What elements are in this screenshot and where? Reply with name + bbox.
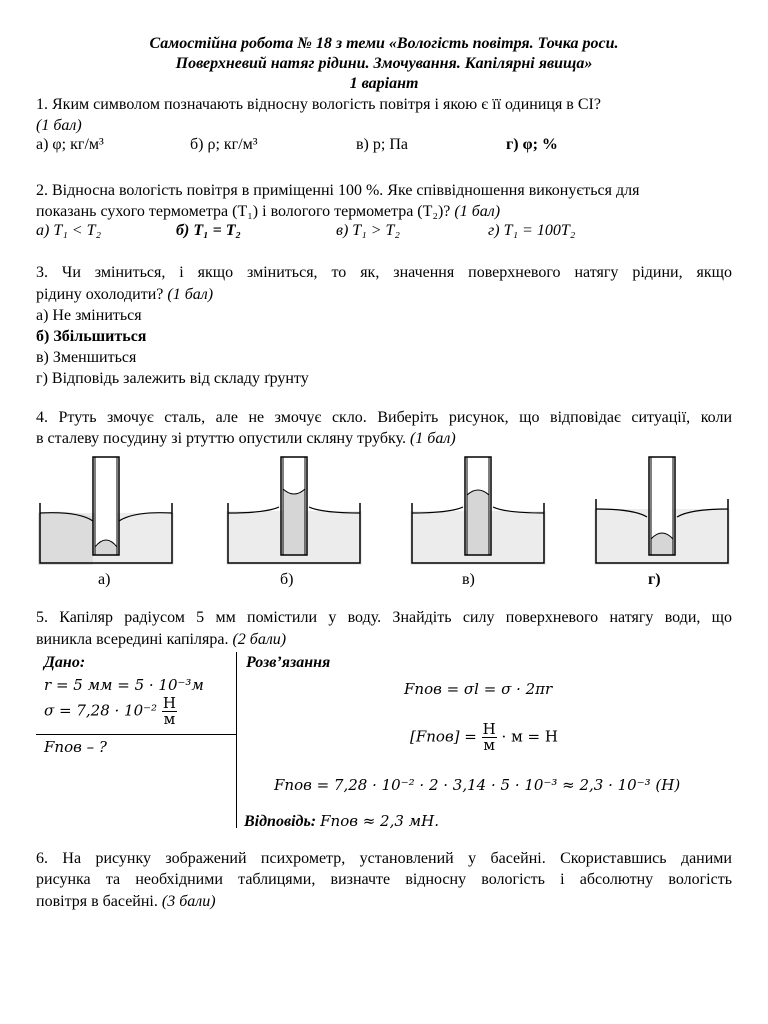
- q6-text-2: рисунка та необхідними таблицями, визначте відносну вологість і абсолютну вологість: [36, 871, 732, 888]
- question-6: [36, 848, 732, 912]
- find-force: Fпов – ?: [44, 737, 107, 756]
- unit-numerator: Н: [162, 693, 176, 712]
- q5-solution-block: [36, 652, 732, 848]
- q1-option-d-correct: г) φ; %: [506, 136, 558, 153]
- q4-figure-labels: [36, 571, 732, 593]
- q4-label-a: а): [98, 571, 111, 588]
- answer-line: [244, 812, 439, 831]
- q2-option-b-correct: б) T₁ = T₂: [176, 222, 242, 239]
- given-sigma: [44, 693, 177, 728]
- q4-figure-a: [38, 455, 174, 565]
- q5-text-2: виникла всередині капіляра.: [36, 630, 229, 648]
- q2-text-2: показань сухого термометра (T₁) і вологого термометра (T₂)?: [36, 203, 451, 220]
- given-sigma-value: σ = 7,28 · 10⁻²: [44, 701, 158, 719]
- q4-label-g-correct: г): [648, 571, 661, 588]
- q2-options: [36, 222, 732, 244]
- formula-unit-denominator: м: [483, 735, 496, 754]
- q3-text-1: 3. Чи зміниться, і якщо зміниться, то як, значення поверхневого натягу рідини, якщо: [36, 264, 732, 281]
- given-divider-horizontal: [36, 734, 236, 735]
- given-label: Дано:: [44, 653, 86, 671]
- q4-label-b: б): [280, 571, 294, 588]
- q4-label-v: в): [462, 571, 475, 588]
- q3-text-2: рідину охолодити?: [36, 285, 164, 303]
- q2-option-a: а) T₁ < T₂: [36, 222, 102, 239]
- q3-option-b-correct: б) Збільшиться: [36, 327, 147, 345]
- formula-units-fraction: [482, 719, 497, 754]
- q4-text-2: в сталеву посудину зі ртуттю опустили скляну трубку.: [36, 430, 406, 447]
- q6-text-1: 6. На рисунку зображений психрометр, установлений у басейні. Скориставшись даними: [36, 849, 732, 867]
- header-line-1: Самостійна робота № 18 з теми «Вологість повітря. Точка роси.: [149, 35, 619, 52]
- given-radius: r = 5 мм = 5 · 10⁻³м: [44, 675, 204, 694]
- tube-liquid: [467, 490, 489, 555]
- question-1: [36, 94, 732, 158]
- header-variant: 1 варіант: [349, 75, 419, 92]
- q4-figure-v: [410, 455, 546, 565]
- q1-points: (1 бал): [36, 117, 82, 134]
- solution-label: Розв’язання: [246, 653, 331, 671]
- worksheet-page: [36, 34, 732, 912]
- question-5: [36, 607, 732, 848]
- q5-points: (2 бали): [232, 630, 287, 648]
- q4-points: (1 бал): [409, 430, 456, 447]
- q3-option-a: а) Не зміниться: [36, 306, 142, 324]
- q3-points: (1 бал): [167, 285, 214, 303]
- answer-label: Відповідь:: [244, 812, 317, 830]
- q4-figure-g: [594, 455, 730, 565]
- q1-option-c: в) p; Па: [356, 136, 408, 153]
- question-4: [36, 407, 732, 594]
- q2-points: (1 бал): [454, 203, 501, 220]
- question-2: [36, 180, 732, 244]
- question-3: [36, 262, 732, 389]
- q2-option-d: г) T₁ = 100T₂: [488, 222, 576, 239]
- formula-unit-numerator: Н: [482, 719, 496, 738]
- formula-surface-tension: Fпов = σl = σ · 2πr: [404, 679, 553, 698]
- header-line-2: Поверхневий натяг рідини. Змочування. Капілярні явища»: [175, 55, 593, 72]
- given-divider-vertical: [236, 652, 237, 828]
- q1-text: 1. Яким символом позначають відносну вологість повітря і якою є її одиниця в СІ?: [36, 96, 601, 113]
- liquid-shade: [38, 512, 93, 565]
- q4-text-1: 4. Ртуть змочує сталь, але не змочує скло. Виберіть рисунок, що відповідає ситуації, коли: [36, 408, 732, 426]
- q1-option-a: а) φ; кг/м³: [36, 136, 104, 153]
- q3-option-d: г) Відповідь залежить від складу ґрунту: [36, 369, 309, 387]
- formula-units: [410, 719, 558, 754]
- q4-figures: [36, 455, 732, 571]
- q3-option-c: в) Зменшиться: [36, 348, 137, 366]
- q2-text-1: 2. Відносна вологість повітря в приміщенні 100 %. Яке співвідношення виконується для: [36, 182, 640, 199]
- q5-text-1: 5. Капіляр радіусом 5 мм помістили у воду. Знайдіть силу поверхневого натягу води, що: [36, 609, 732, 626]
- q6-text-3: повітря в басейні.: [36, 892, 158, 910]
- worksheet-header: [36, 34, 732, 94]
- formula-units-left: [Fпов] =: [410, 727, 477, 745]
- q2-option-c: в) T₁ > T₂: [336, 222, 400, 239]
- q1-options: [36, 136, 732, 158]
- tube-liquid: [283, 489, 305, 555]
- answer-value: Fпов ≈ 2,3 мН.: [320, 811, 439, 830]
- formula-units-right: · м = Н: [501, 727, 558, 745]
- q6-points: (3 бали): [161, 892, 216, 910]
- q4-figure-b: [226, 455, 362, 565]
- formula-calculation: Fпов = 7,28 · 10⁻² · 2 · 3,14 · 5 · 10⁻³ ≈ 2,3 · 10⁻³ (Н): [274, 775, 681, 794]
- given-sigma-unit: [162, 693, 177, 728]
- q1-option-b: б) ρ; кг/м³: [190, 136, 258, 153]
- unit-denominator: м: [163, 709, 176, 728]
